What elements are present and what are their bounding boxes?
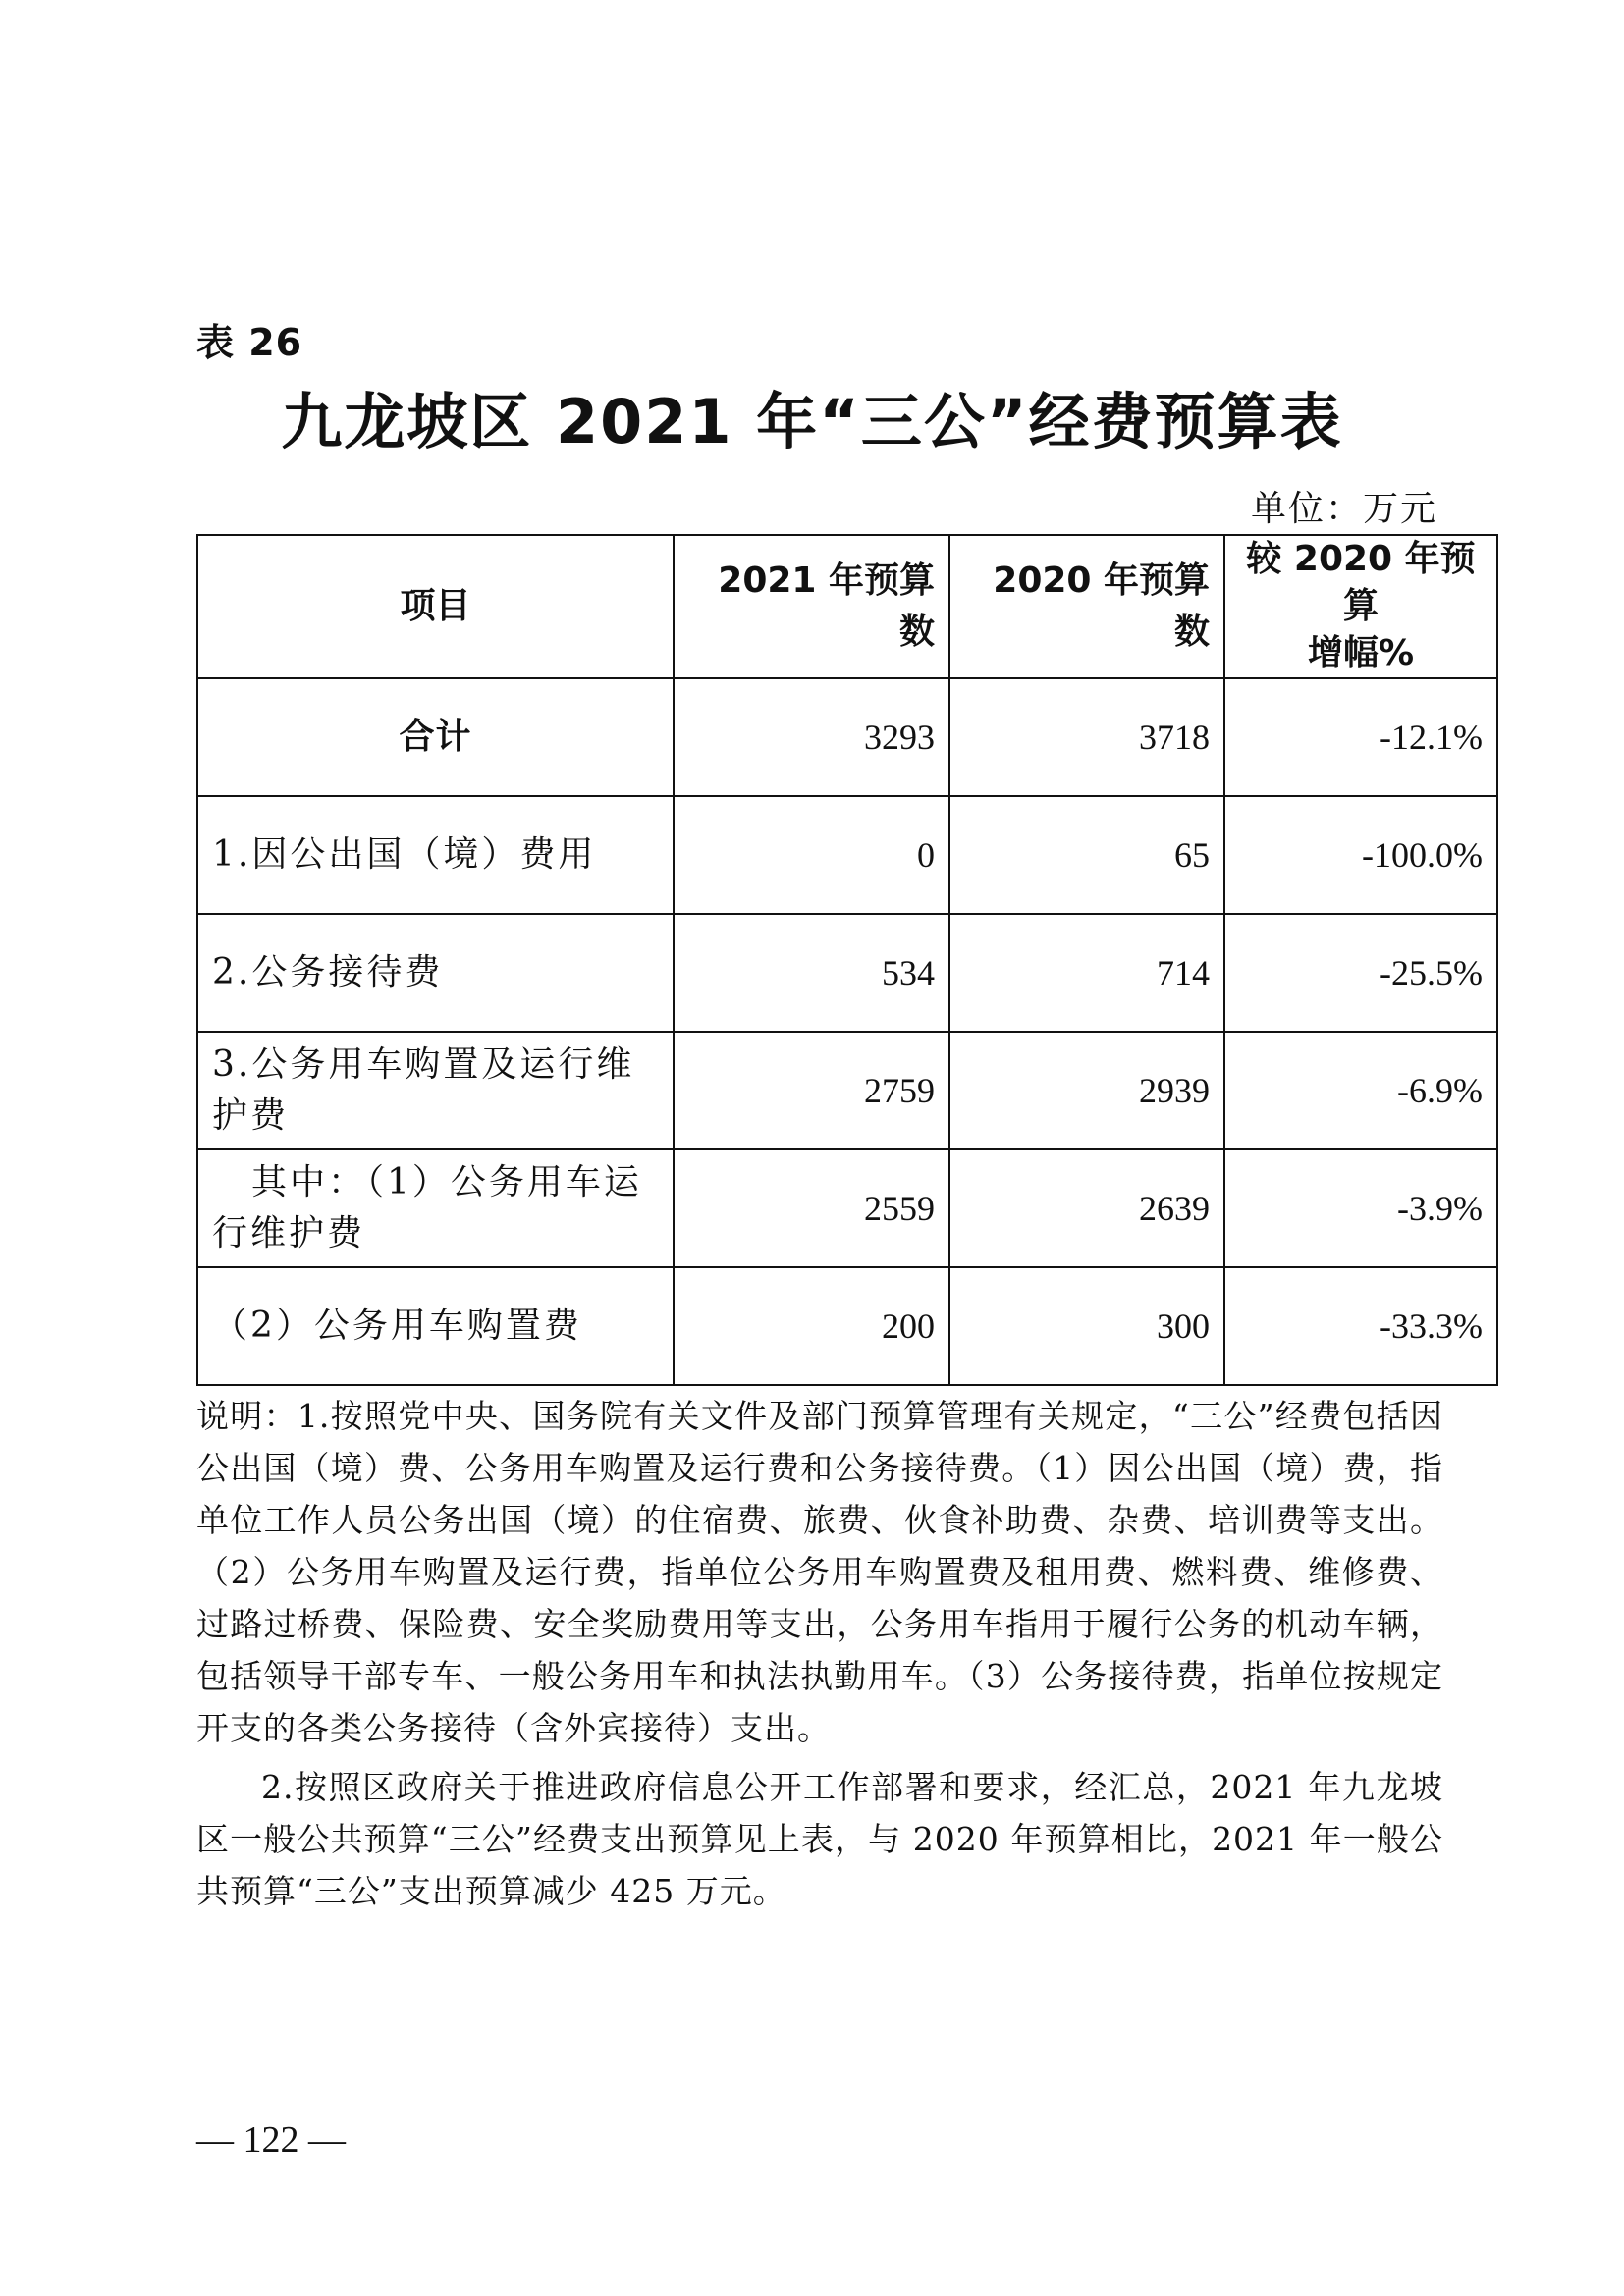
row-budget-2021: 3293 — [674, 678, 949, 796]
header-change — [1224, 535, 1497, 678]
row-item: 3.公务用车购置及运行维护费 — [197, 1032, 674, 1149]
table-row — [197, 678, 1497, 796]
row-budget-2020: 714 — [949, 914, 1224, 1032]
row-item — [197, 1149, 674, 1267]
row-budget-2020: 2639 — [949, 1149, 1224, 1267]
table-row — [197, 796, 1497, 914]
row-item: 合计 — [197, 678, 674, 796]
header-change-line1: 较 2020 年预算 — [1246, 539, 1476, 626]
header-item: 项目 — [197, 535, 674, 678]
row-budget-2020: 300 — [949, 1267, 1224, 1385]
header-change-line2: 增幅% — [1307, 633, 1415, 673]
note-paragraph-2: 2.按照区政府关于推进政府信息公开工作部署和要求，经汇总，2021 年九龙坡区一般公共预算“三公”经费支出预算见上表，与 2020 年预算相比，2021 年一般公共预算“三公”支出预算减少 425 万元。 — [196, 1768, 1443, 1910]
row-change: -100.0% — [1224, 796, 1497, 914]
table-row — [197, 1032, 1497, 1149]
row-budget-2021: 534 — [674, 914, 949, 1032]
row-budget-2020: 3718 — [949, 678, 1224, 796]
row-budget-2021: 2759 — [674, 1032, 949, 1149]
page-title: 九龙坡区 2021 年“三公”经费预算表 — [281, 386, 1343, 457]
row-item: 2.公务接待费 — [197, 914, 674, 1032]
table-row — [197, 1149, 1497, 1267]
row-budget-2020: 65 — [949, 796, 1224, 914]
row-budget-2020: 2939 — [949, 1032, 1224, 1149]
row-change: -33.3% — [1224, 1267, 1497, 1385]
row-budget-2021: 0 — [674, 796, 949, 914]
row-change: -25.5% — [1224, 914, 1497, 1032]
row-item: 1.因公出国（境）费用 — [197, 796, 674, 914]
table-row — [197, 1267, 1497, 1385]
table-header-row — [197, 535, 1497, 678]
row-change: -3.9% — [1224, 1149, 1497, 1267]
row-budget-2021: 2559 — [674, 1149, 949, 1267]
unit-label: 单位：万元 — [1250, 489, 1437, 529]
row-item-text: 其中：（1）公务用车运行维护费 — [212, 1162, 642, 1254]
notes-section — [196, 1390, 1443, 1917]
budget-table — [196, 534, 1498, 1386]
row-item: （2）公务用车购置费 — [197, 1267, 674, 1385]
page-number: — 122 — — [196, 2119, 346, 2161]
header-budget-2021: 2021 年预算数 — [674, 535, 949, 678]
header-budget-2020: 2020 年预算数 — [949, 535, 1224, 678]
table-label: 表 26 — [196, 321, 303, 364]
note-paragraph-1: 说明：1.按照党中央、国务院有关文件及部门预算管理有关规定，“三公”经费包括因公出国（境）费、公务用车购置及运行费和公务接待费。（1）因公出国（境）费，指单位工作人员公务出国（境）的住宿费、旅费、伙食补助费、杂费、培训费等支出。（2）公务用车购置及运行费，指单位公务用车购置费及租用费、燃料费、维修费、过路过桥费、保险费、安全奖励费用等支出，公务用车指用于履行公务的机动车辆，包括领导干部专车、一般公务用车和执法执勤用车。（3）公务接待费，指单位按规定开支的各类公务接待（含外宾接待）支出。 — [196, 1397, 1443, 1747]
table-row — [197, 914, 1497, 1032]
row-change: -12.1% — [1224, 678, 1497, 796]
row-budget-2021: 200 — [674, 1267, 949, 1385]
row-change: -6.9% — [1224, 1032, 1497, 1149]
